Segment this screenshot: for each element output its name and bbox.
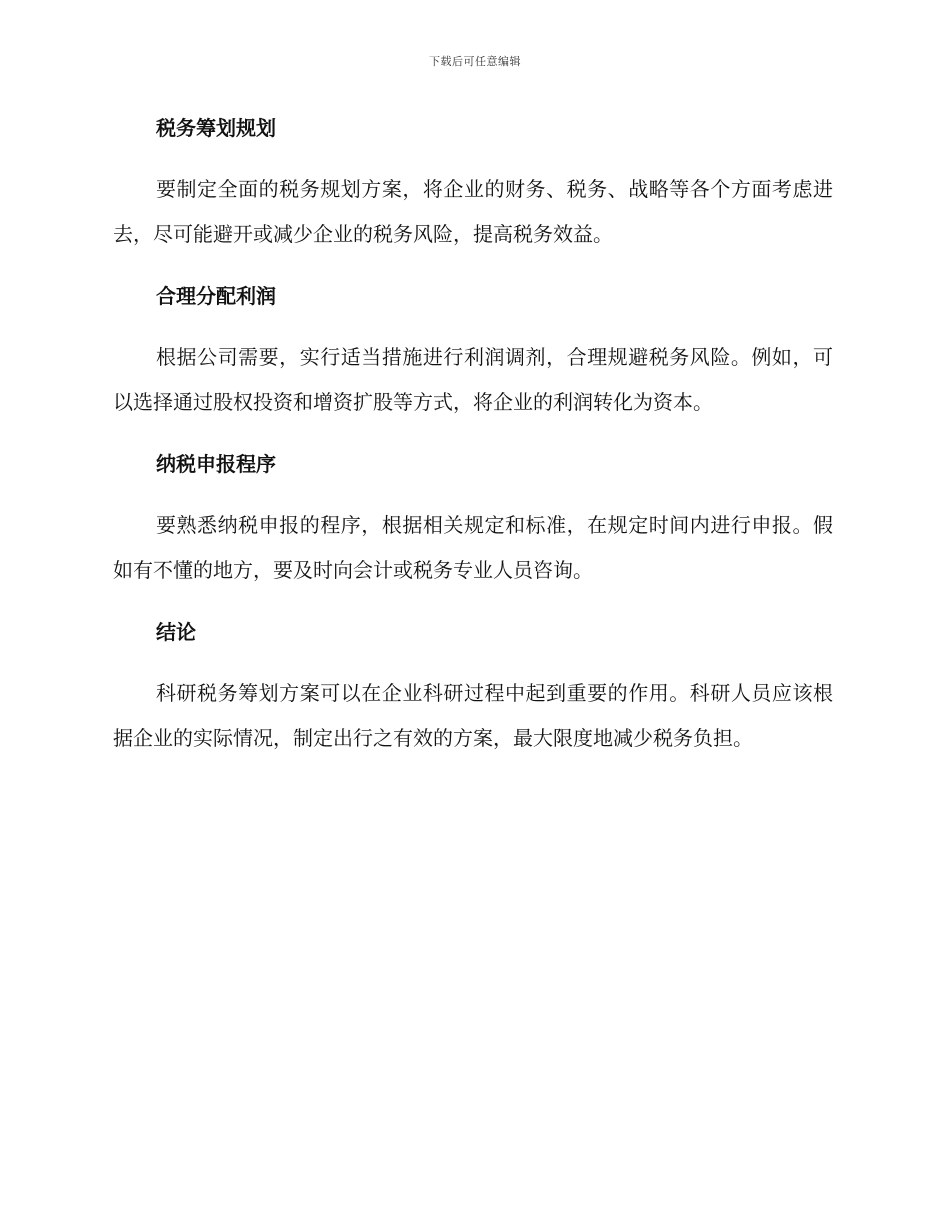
section-title: 合理分配利润 — [156, 284, 276, 308]
section-title: 结论 — [156, 620, 196, 644]
section-title: 税务筹划规划 — [156, 116, 276, 140]
section-paragraph: 要制定全面的税务规划方案，将企业的财务、税务、战略等各个方面考虑进去，尽可能避开或减少企业的税务风险，提高税务效益。 — [113, 177, 833, 246]
section-paragraph: 科研税务筹划方案可以在企业科研过程中起到重要的作用。科研人员应该根据企业的实际情况，制定出行之有效的方案，最大限度地减少税务负担。 — [113, 681, 833, 750]
section-conclusion — [113, 612, 833, 761]
document-content — [113, 108, 833, 780]
page-header-note: 下载后可任意编辑 — [429, 55, 521, 68]
section-tax-filing — [113, 444, 833, 593]
section-title: 纳税申报程序 — [156, 452, 276, 476]
section-paragraph: 根据公司需要，实行适当措施进行利润调剂，合理规避税务风险。例如，可以选择通过股权投资和增资扩股等方式，将企业的利润转化为资本。 — [113, 345, 833, 414]
section-paragraph: 要熟悉纳税申报的程序，根据相关规定和标准，在规定时间内进行申报。假如有不懂的地方，要及时向会计或税务专业人员咨询。 — [113, 513, 833, 582]
section-tax-planning — [113, 108, 833, 257]
section-profit-allocation — [113, 276, 833, 425]
